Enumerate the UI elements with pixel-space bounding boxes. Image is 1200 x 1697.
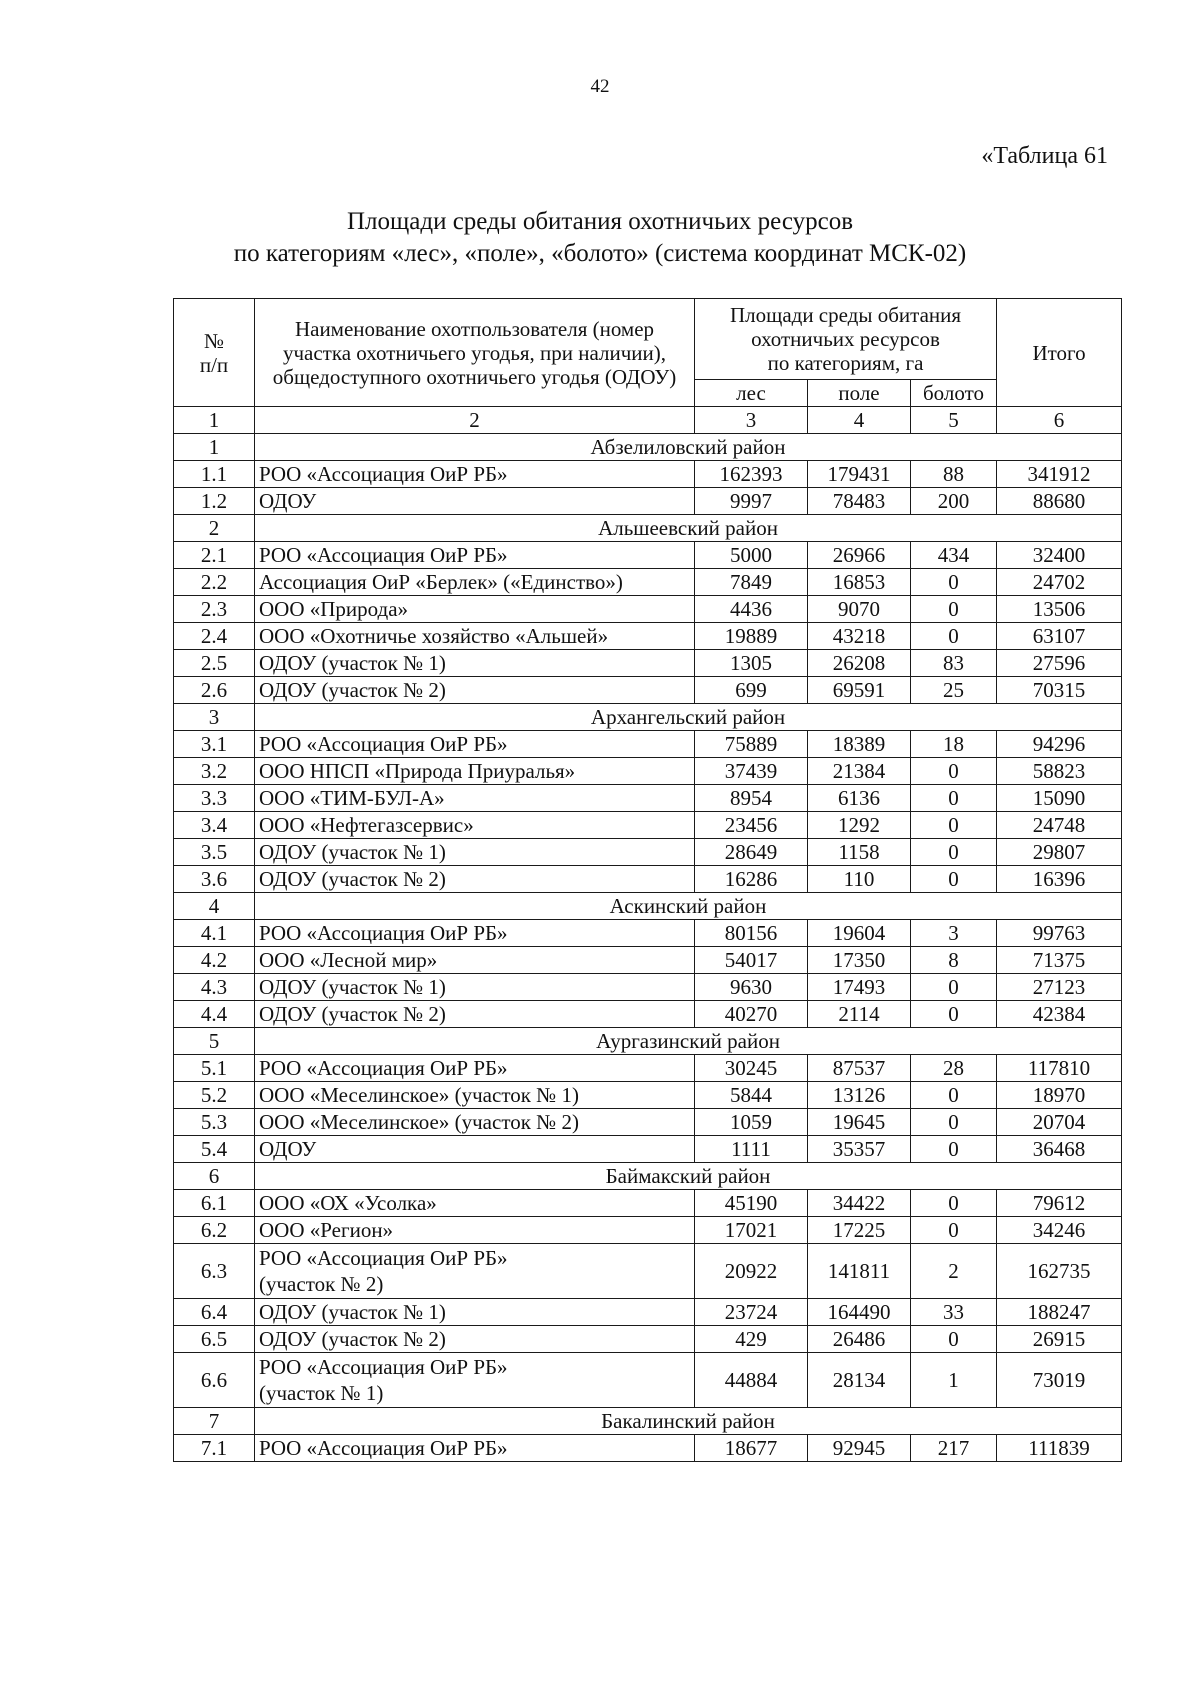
row-number: 3.2 [174,758,255,785]
field-area: 87537 [808,1055,911,1082]
table-row [174,650,1122,677]
field-area: 18389 [808,731,911,758]
row-number: 2.1 [174,542,255,569]
row-number: 6.3 [174,1244,255,1299]
header-swamp: болото [911,380,997,407]
table-row [174,623,1122,650]
swamp-area: 434 [911,542,997,569]
table-row [174,974,1122,1001]
district-name: Альшеевский район [255,515,1122,542]
field-area: 26966 [808,542,911,569]
organization-name: ОДОУ (участок № 1) [255,1299,695,1326]
forest-area: 17021 [695,1217,808,1244]
document-title [0,206,1200,270]
table-row [174,488,1122,515]
forest-area: 429 [695,1326,808,1353]
total-area: 27596 [997,650,1122,677]
total-area: 94296 [997,731,1122,758]
district-row [174,1028,1122,1055]
swamp-area: 0 [911,839,997,866]
district-number: 1 [174,434,255,461]
swamp-area: 0 [911,569,997,596]
organization-name: РОО «Ассоциация ОиР РБ» [255,1435,695,1462]
header-area-line1: Площади среды обитания [730,303,962,327]
total-area: 16396 [997,866,1122,893]
field-area: 35357 [808,1136,911,1163]
total-area: 162735 [997,1244,1122,1299]
swamp-area: 0 [911,866,997,893]
field-area: 16853 [808,569,911,596]
organization-name: ООО «Меселинское» (участок № 2) [255,1109,695,1136]
table-row [174,1353,1122,1408]
swamp-area: 0 [911,974,997,1001]
header-num [174,299,255,407]
table-row [174,1082,1122,1109]
header-area-line2: охотничьих ресурсов [751,327,940,351]
forest-area: 30245 [695,1055,808,1082]
row-number: 4.4 [174,1001,255,1028]
total-area: 71375 [997,947,1122,974]
forest-area: 37439 [695,758,808,785]
total-area: 26915 [997,1326,1122,1353]
habitat-area-table [173,298,1122,1462]
forest-area: 162393 [695,461,808,488]
organization-name: ООО «ОХ «Усолка» [255,1190,695,1217]
row-number: 7.1 [174,1435,255,1462]
total-area: 29807 [997,839,1122,866]
header-row-1 [174,299,1122,380]
organization-name: ООО «Регион» [255,1217,695,1244]
field-area: 21384 [808,758,911,785]
total-area: 24748 [997,812,1122,839]
row-number: 6.1 [174,1190,255,1217]
field-area: 9070 [808,596,911,623]
row-number: 4.1 [174,920,255,947]
forest-area: 5000 [695,542,808,569]
forest-area: 1111 [695,1136,808,1163]
organization-name-line2: (участок № 2) [259,1272,384,1296]
swamp-area: 3 [911,920,997,947]
swamp-area: 217 [911,1435,997,1462]
forest-area: 23724 [695,1299,808,1326]
organization-name: ОДОУ (участок № 1) [255,974,695,1001]
table-row [174,1435,1122,1462]
organization-name: РОО «Ассоциация ОиР РБ» [255,542,695,569]
header-area-line3: по категориям, га [767,351,924,375]
forest-area: 9630 [695,974,808,1001]
forest-area: 1305 [695,650,808,677]
forest-area: 18677 [695,1435,808,1462]
total-area: 73019 [997,1353,1122,1408]
district-name: Баймакский район [255,1163,1122,1190]
field-area: 92945 [808,1435,911,1462]
forest-area: 5844 [695,1082,808,1109]
field-area: 164490 [808,1299,911,1326]
district-row [174,704,1122,731]
forest-area: 80156 [695,920,808,947]
forest-area: 23456 [695,812,808,839]
table-row [174,461,1122,488]
district-number: 4 [174,893,255,920]
table-row [174,1326,1122,1353]
row-number: 6.2 [174,1217,255,1244]
swamp-area: 18 [911,731,997,758]
organization-name: ОДОУ (участок № 2) [255,1001,695,1028]
organization-name: ОДОУ (участок № 2) [255,866,695,893]
field-area: 17493 [808,974,911,1001]
row-number: 1.2 [174,488,255,515]
swamp-area: 0 [911,785,997,812]
organization-name-line1: РОО «Ассоциация ОиР РБ» [259,1355,508,1379]
organization-name: ОДОУ (участок № 2) [255,677,695,704]
district-name: Аургазинский район [255,1028,1122,1055]
row-number: 3.6 [174,866,255,893]
field-area: 19645 [808,1109,911,1136]
field-area: 78483 [808,488,911,515]
row-number: 5.2 [174,1082,255,1109]
field-area: 141811 [808,1244,911,1299]
table-row [174,866,1122,893]
total-area: 99763 [997,920,1122,947]
total-area: 79612 [997,1190,1122,1217]
swamp-area: 200 [911,488,997,515]
table-row [174,1001,1122,1028]
swamp-area: 0 [911,758,997,785]
row-number: 3.4 [174,812,255,839]
title-line-2: по категориям «лес», «поле», «болото» (система координат МСК-02) [233,240,967,267]
district-name: Бакалинский район [255,1408,1122,1435]
swamp-area: 0 [911,1109,997,1136]
field-area: 34422 [808,1190,911,1217]
forest-area: 44884 [695,1353,808,1408]
organization-name: ООО НПСП «Природа Приуралья» [255,758,695,785]
total-area: 36468 [997,1136,1122,1163]
organization-name: ОДОУ (участок № 2) [255,1326,695,1353]
organization-name: РОО «Ассоциация ОиР РБ» [255,461,695,488]
row-number: 2.4 [174,623,255,650]
forest-area: 16286 [695,866,808,893]
row-number: 2.2 [174,569,255,596]
table-label: «Таблица 61 [981,143,1108,169]
organization-name: ОДОУ (участок № 1) [255,650,695,677]
swamp-area: 33 [911,1299,997,1326]
forest-area: 28649 [695,839,808,866]
organization-name-line1: РОО «Ассоциация ОиР РБ» [259,1246,508,1270]
forest-area: 45190 [695,1190,808,1217]
forest-area: 54017 [695,947,808,974]
swamp-area: 0 [911,623,997,650]
swamp-area: 0 [911,1136,997,1163]
organization-name: РОО «Ассоциация ОиР РБ» [255,920,695,947]
table-row [174,569,1122,596]
table-row [174,839,1122,866]
forest-area: 4436 [695,596,808,623]
total-area: 32400 [997,542,1122,569]
table-row [174,542,1122,569]
district-number: 7 [174,1408,255,1435]
district-name: Архангельский район [255,704,1122,731]
district-row [174,893,1122,920]
forest-area: 1059 [695,1109,808,1136]
forest-area: 20922 [695,1244,808,1299]
table-row [174,812,1122,839]
district-number: 2 [174,515,255,542]
total-area: 70315 [997,677,1122,704]
row-number: 2.5 [174,650,255,677]
table-row [174,1109,1122,1136]
organization-name: РОО «Ассоциация ОиР РБ» [255,731,695,758]
row-number: 3.3 [174,785,255,812]
field-area: 1292 [808,812,911,839]
district-name: Абзелиловский район [255,434,1122,461]
column-number: 3 [695,407,808,434]
header-field: поле [808,380,911,407]
field-area: 13126 [808,1082,911,1109]
district-number: 3 [174,704,255,731]
swamp-area: 0 [911,1001,997,1028]
row-number: 6.4 [174,1299,255,1326]
header-area-group [695,299,997,380]
total-area: 20704 [997,1109,1122,1136]
organization-name: ООО «Лесной мир» [255,947,695,974]
column-number: 4 [808,407,911,434]
field-area: 179431 [808,461,911,488]
column-number: 6 [997,407,1122,434]
total-area: 24702 [997,569,1122,596]
forest-area: 19889 [695,623,808,650]
swamp-area: 8 [911,947,997,974]
organization-name: ООО «Меселинское» (участок № 1) [255,1082,695,1109]
row-number: 6.6 [174,1353,255,1408]
row-number: 5.1 [174,1055,255,1082]
district-row [174,1408,1122,1435]
field-area: 17350 [808,947,911,974]
forest-area: 8954 [695,785,808,812]
district-row [174,1163,1122,1190]
total-area: 63107 [997,623,1122,650]
total-area: 27123 [997,974,1122,1001]
district-name: Аскинский район [255,893,1122,920]
swamp-area: 0 [911,1217,997,1244]
total-area: 58823 [997,758,1122,785]
swamp-area: 88 [911,461,997,488]
table-row [174,1244,1122,1299]
forest-area: 40270 [695,1001,808,1028]
swamp-area: 25 [911,677,997,704]
header-forest: лес [695,380,808,407]
district-number: 5 [174,1028,255,1055]
swamp-area: 1 [911,1353,997,1408]
forest-area: 9997 [695,488,808,515]
total-area: 117810 [997,1055,1122,1082]
organization-name: ОДОУ [255,1136,695,1163]
field-area: 43218 [808,623,911,650]
field-area: 69591 [808,677,911,704]
field-area: 2114 [808,1001,911,1028]
header-num-line1: № [203,328,225,353]
organization-name: ООО «ТИМ-БУЛ-А» [255,785,695,812]
row-number: 3.1 [174,731,255,758]
table-row [174,947,1122,974]
header-name: Наименование охотпользователя (номер участка охотничьего угодья, при наличии), общедоступного охотничьего угодья (ОДОУ) [255,299,695,407]
field-area: 28134 [808,1353,911,1408]
table-row [174,1190,1122,1217]
table-row [174,596,1122,623]
swamp-area: 0 [911,596,997,623]
organization-name: ОДОУ (участок № 1) [255,839,695,866]
column-number-row [174,407,1122,434]
swamp-area: 0 [911,812,997,839]
total-area: 188247 [997,1299,1122,1326]
organization-name [255,1353,695,1408]
organization-name: ООО «Нефтегазсервис» [255,812,695,839]
total-area: 42384 [997,1001,1122,1028]
total-area: 88680 [997,488,1122,515]
total-area: 34246 [997,1217,1122,1244]
field-area: 26486 [808,1326,911,1353]
organization-name-line2: (участок № 1) [259,1381,384,1405]
total-area: 111839 [997,1435,1122,1462]
swamp-area: 2 [911,1244,997,1299]
row-number: 2.6 [174,677,255,704]
table-row [174,758,1122,785]
field-area: 1158 [808,839,911,866]
forest-area: 699 [695,677,808,704]
row-number: 3.5 [174,839,255,866]
field-area: 19604 [808,920,911,947]
total-area: 18970 [997,1082,1122,1109]
total-area: 341912 [997,461,1122,488]
table-row [174,785,1122,812]
organization-name: Ассоциация ОиР «Берлек» («Единство») [255,569,695,596]
organization-name: ООО «Природа» [255,596,695,623]
swamp-area: 28 [911,1055,997,1082]
row-number: 6.5 [174,1326,255,1353]
district-row [174,515,1122,542]
row-number: 4.2 [174,947,255,974]
column-number: 5 [911,407,997,434]
swamp-area: 0 [911,1326,997,1353]
forest-area: 7849 [695,569,808,596]
table-row [174,1217,1122,1244]
total-area: 15090 [997,785,1122,812]
header-num-line2: п/п [199,352,229,377]
district-number: 6 [174,1163,255,1190]
field-area: 17225 [808,1217,911,1244]
total-area: 13506 [997,596,1122,623]
table-row [174,731,1122,758]
table-row [174,1136,1122,1163]
field-area: 6136 [808,785,911,812]
column-number: 1 [174,407,255,434]
swamp-area: 83 [911,650,997,677]
row-number: 2.3 [174,596,255,623]
title-line-1: Площади среды обитания охотничьих ресурсов [346,208,854,235]
row-number: 4.3 [174,974,255,1001]
forest-area: 75889 [695,731,808,758]
table-row [174,1055,1122,1082]
row-number: 1.1 [174,461,255,488]
field-area: 26208 [808,650,911,677]
organization-name: ООО «Охотничье хозяйство «Альшей» [255,623,695,650]
organization-name [255,1244,695,1299]
table-row [174,920,1122,947]
district-row [174,434,1122,461]
swamp-area: 0 [911,1190,997,1217]
row-number: 5.3 [174,1109,255,1136]
table-row [174,677,1122,704]
organization-name: ОДОУ [255,488,695,515]
header-total: Итого [997,299,1122,407]
field-area: 110 [808,866,911,893]
organization-name: РОО «Ассоциация ОиР РБ» [255,1055,695,1082]
swamp-area: 0 [911,1082,997,1109]
column-number: 2 [255,407,695,434]
table-row [174,1299,1122,1326]
page-number: 42 [590,76,610,97]
table-body [174,434,1122,1462]
row-number: 5.4 [174,1136,255,1163]
